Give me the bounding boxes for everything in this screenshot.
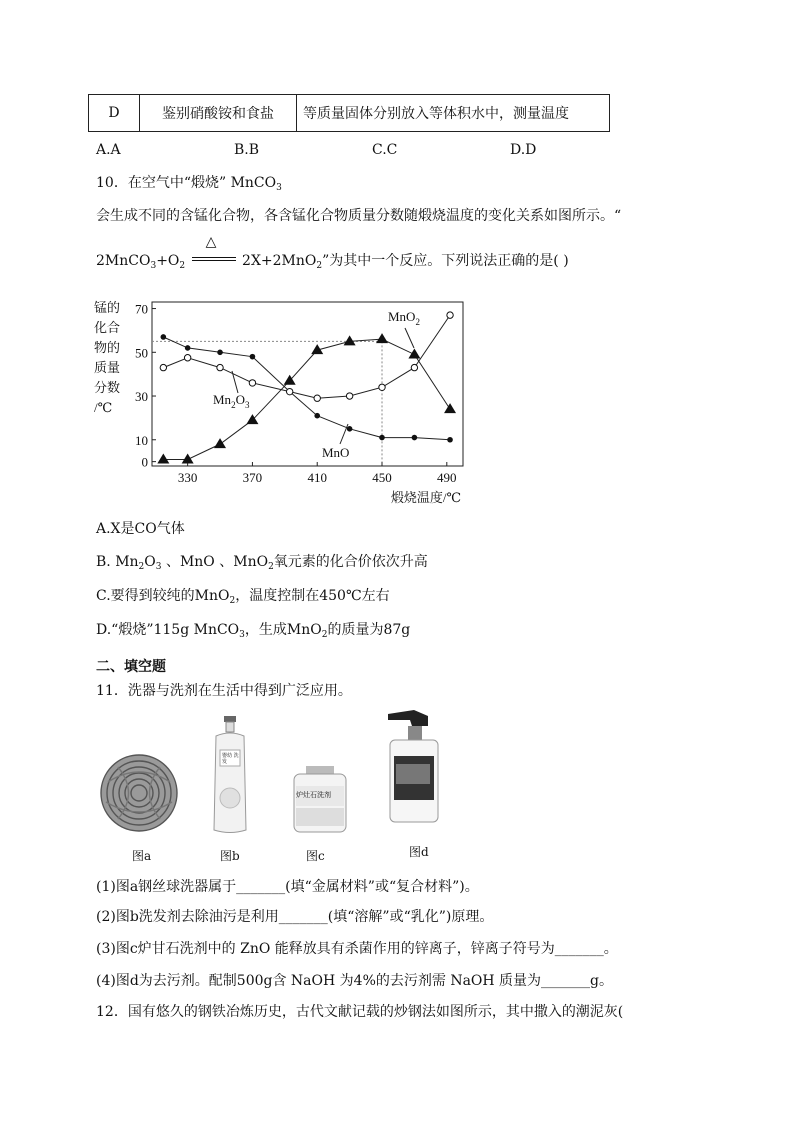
section-title-fill-blank: 二、填空题 — [96, 659, 166, 675]
x-tick-label: 330 — [177, 470, 198, 485]
choice-d: D.D — [510, 142, 537, 158]
option-letter-cell: D — [89, 95, 140, 132]
y-tick-label: 0 — [141, 454, 148, 470]
q10-equation: $2MnCO_3+O_2$ △ 2X+2MnO$_2$”为其中一个反应。下列说法正确的是( ) — [96, 234, 569, 271]
shampoo-bottle-image — [206, 714, 254, 836]
caption-c: 图c — [306, 849, 325, 863]
point-Mn2O3 — [184, 355, 190, 361]
q12-stem: 12．国有悠久的钢铁冶炼历史，古代文献记载的炒钢法如图所示，其中撒入的潮泥灰( — [96, 1004, 624, 1020]
point-MnO — [412, 435, 418, 441]
x-axis-label: 煅烧温度/℃ — [390, 490, 461, 505]
series-line-MnO — [163, 337, 450, 440]
label-mno2-sub: 2 — [415, 317, 420, 327]
x-tick-label: 370 — [242, 470, 263, 485]
point-Mn2O3 — [314, 395, 320, 401]
shampoo-label: 婴幼 洗发 — [222, 753, 239, 765]
caption-b: 图b — [220, 849, 240, 863]
spray-bottle-image — [384, 708, 446, 824]
q10-line2: 会生成不同的含锰化合物，各含锰化合物质量分数随煅烧温度的变化关系如图所示。“ — [96, 208, 622, 224]
point-MnO2 — [182, 453, 194, 463]
label-mn2o3: $Mn_2O_3$ — [213, 392, 250, 410]
point-MnO — [379, 435, 385, 441]
point-Mn2O3 — [249, 380, 255, 386]
point-MnO2 — [376, 333, 388, 343]
point-MnO — [447, 437, 453, 443]
point-Mn2O3 — [379, 384, 385, 390]
y-axis-label-line: 物的 — [94, 340, 121, 355]
q11-part4: (4)图d为去污剂。配制500g含 NaOH 为4%的去污剂需 NaOH 质量为_______g。 — [96, 973, 614, 989]
label-mn2o3-sub1: 2 — [231, 400, 236, 410]
point-Mn2O3 — [286, 388, 292, 394]
series-line-Mn2O3 — [163, 315, 450, 398]
q10-option-c: C.要得到较纯的MnO$_2$，温度控制在450℃左右 — [96, 588, 390, 606]
label-mn2o3-sub2: 3 — [244, 400, 250, 410]
q11-part2: (2)图b洗发剂去除油污是利用_______(填“溶解”或“乳化”)原理。 — [96, 909, 494, 925]
point-MnO — [250, 354, 256, 360]
y-tick-label: 10 — [135, 432, 148, 448]
x-tick-label: 410 — [307, 470, 327, 485]
point-MnO2 — [344, 335, 356, 345]
point-MnO2 — [408, 348, 420, 358]
manganese-compound-chart — [92, 292, 482, 510]
y-axis-label-line: 分数 — [94, 380, 121, 395]
x-tick-label: 450 — [372, 470, 392, 485]
q11-part3: (3)图c炉甘石洗剂中的 ZnO 能释放具有杀菌作用的锌离子，锌离子符号为_______。 — [96, 941, 618, 957]
series-line-MnO2 — [163, 339, 450, 459]
y-axis-label-line: 锰的 — [94, 300, 121, 315]
heat-triangle: △ — [205, 234, 217, 250]
method-cell: 等质量固体分别放入等体积水中，测量温度 — [297, 95, 610, 132]
q10-option-a: A.X是CO气体 — [96, 521, 185, 537]
y-tick-label: 70 — [135, 301, 148, 317]
point-MnO2 — [444, 403, 456, 413]
y-tick-label: 50 — [135, 345, 148, 361]
point-Mn2O3 — [217, 364, 223, 370]
point-MnO — [217, 349, 223, 355]
leader-mno2 — [405, 328, 414, 348]
label-mn2o3-o: O — [235, 392, 245, 407]
steel-wool-image — [98, 752, 180, 834]
q11-part1: (1)图a钢丝球洗器属于_______(填“金属材料”或“复合材料”)。 — [96, 879, 479, 895]
point-MnO — [314, 413, 320, 419]
choice-c: C.C — [372, 142, 398, 158]
point-MnO — [161, 334, 167, 340]
point-MnO — [185, 345, 191, 351]
point-Mn2O3 — [160, 364, 166, 370]
caption-d: 图d — [409, 845, 429, 859]
q10-option-b: B. $Mn_2O_3$ 、MnO 、MnO$_2$氧元素的化合价依次升高 — [96, 554, 428, 572]
q10-option-d: D.“煅烧”115g MnCO$_3$，生成MnO$_2$的质量为87g — [96, 622, 411, 640]
label-mno2: MnO$_2$ — [388, 309, 420, 327]
label-mno: MnO — [322, 445, 350, 460]
y-axis-label-line: /℃ — [94, 400, 113, 415]
q11-stem: 11．洗器与洗剂在生活中得到广泛应用。 — [96, 683, 352, 699]
point-Mn2O3 — [411, 364, 417, 370]
q10-intro: 10．在空气中“煅烧” MnCO$_3$ — [96, 175, 282, 193]
y-tick-label: 30 — [135, 389, 148, 405]
point-MnO2 — [157, 453, 169, 463]
y-axis-label-line: 质量 — [94, 360, 121, 375]
options-table-row-d — [88, 94, 610, 132]
choice-b: B.B — [234, 142, 260, 158]
point-MnO2 — [214, 438, 226, 448]
purpose-cell: 鉴别硝酸铵和食盐 — [140, 95, 297, 132]
x-tick-label: 490 — [437, 470, 457, 485]
calamine-label: 炉灶石洗剂 — [296, 791, 331, 799]
point-Mn2O3 — [447, 312, 453, 318]
caption-a: 图a — [132, 849, 152, 863]
y-axis-label-line: 化合 — [94, 320, 121, 335]
choice-a: A.A — [96, 142, 121, 158]
point-MnO — [347, 426, 353, 432]
point-Mn2O3 — [346, 393, 352, 399]
